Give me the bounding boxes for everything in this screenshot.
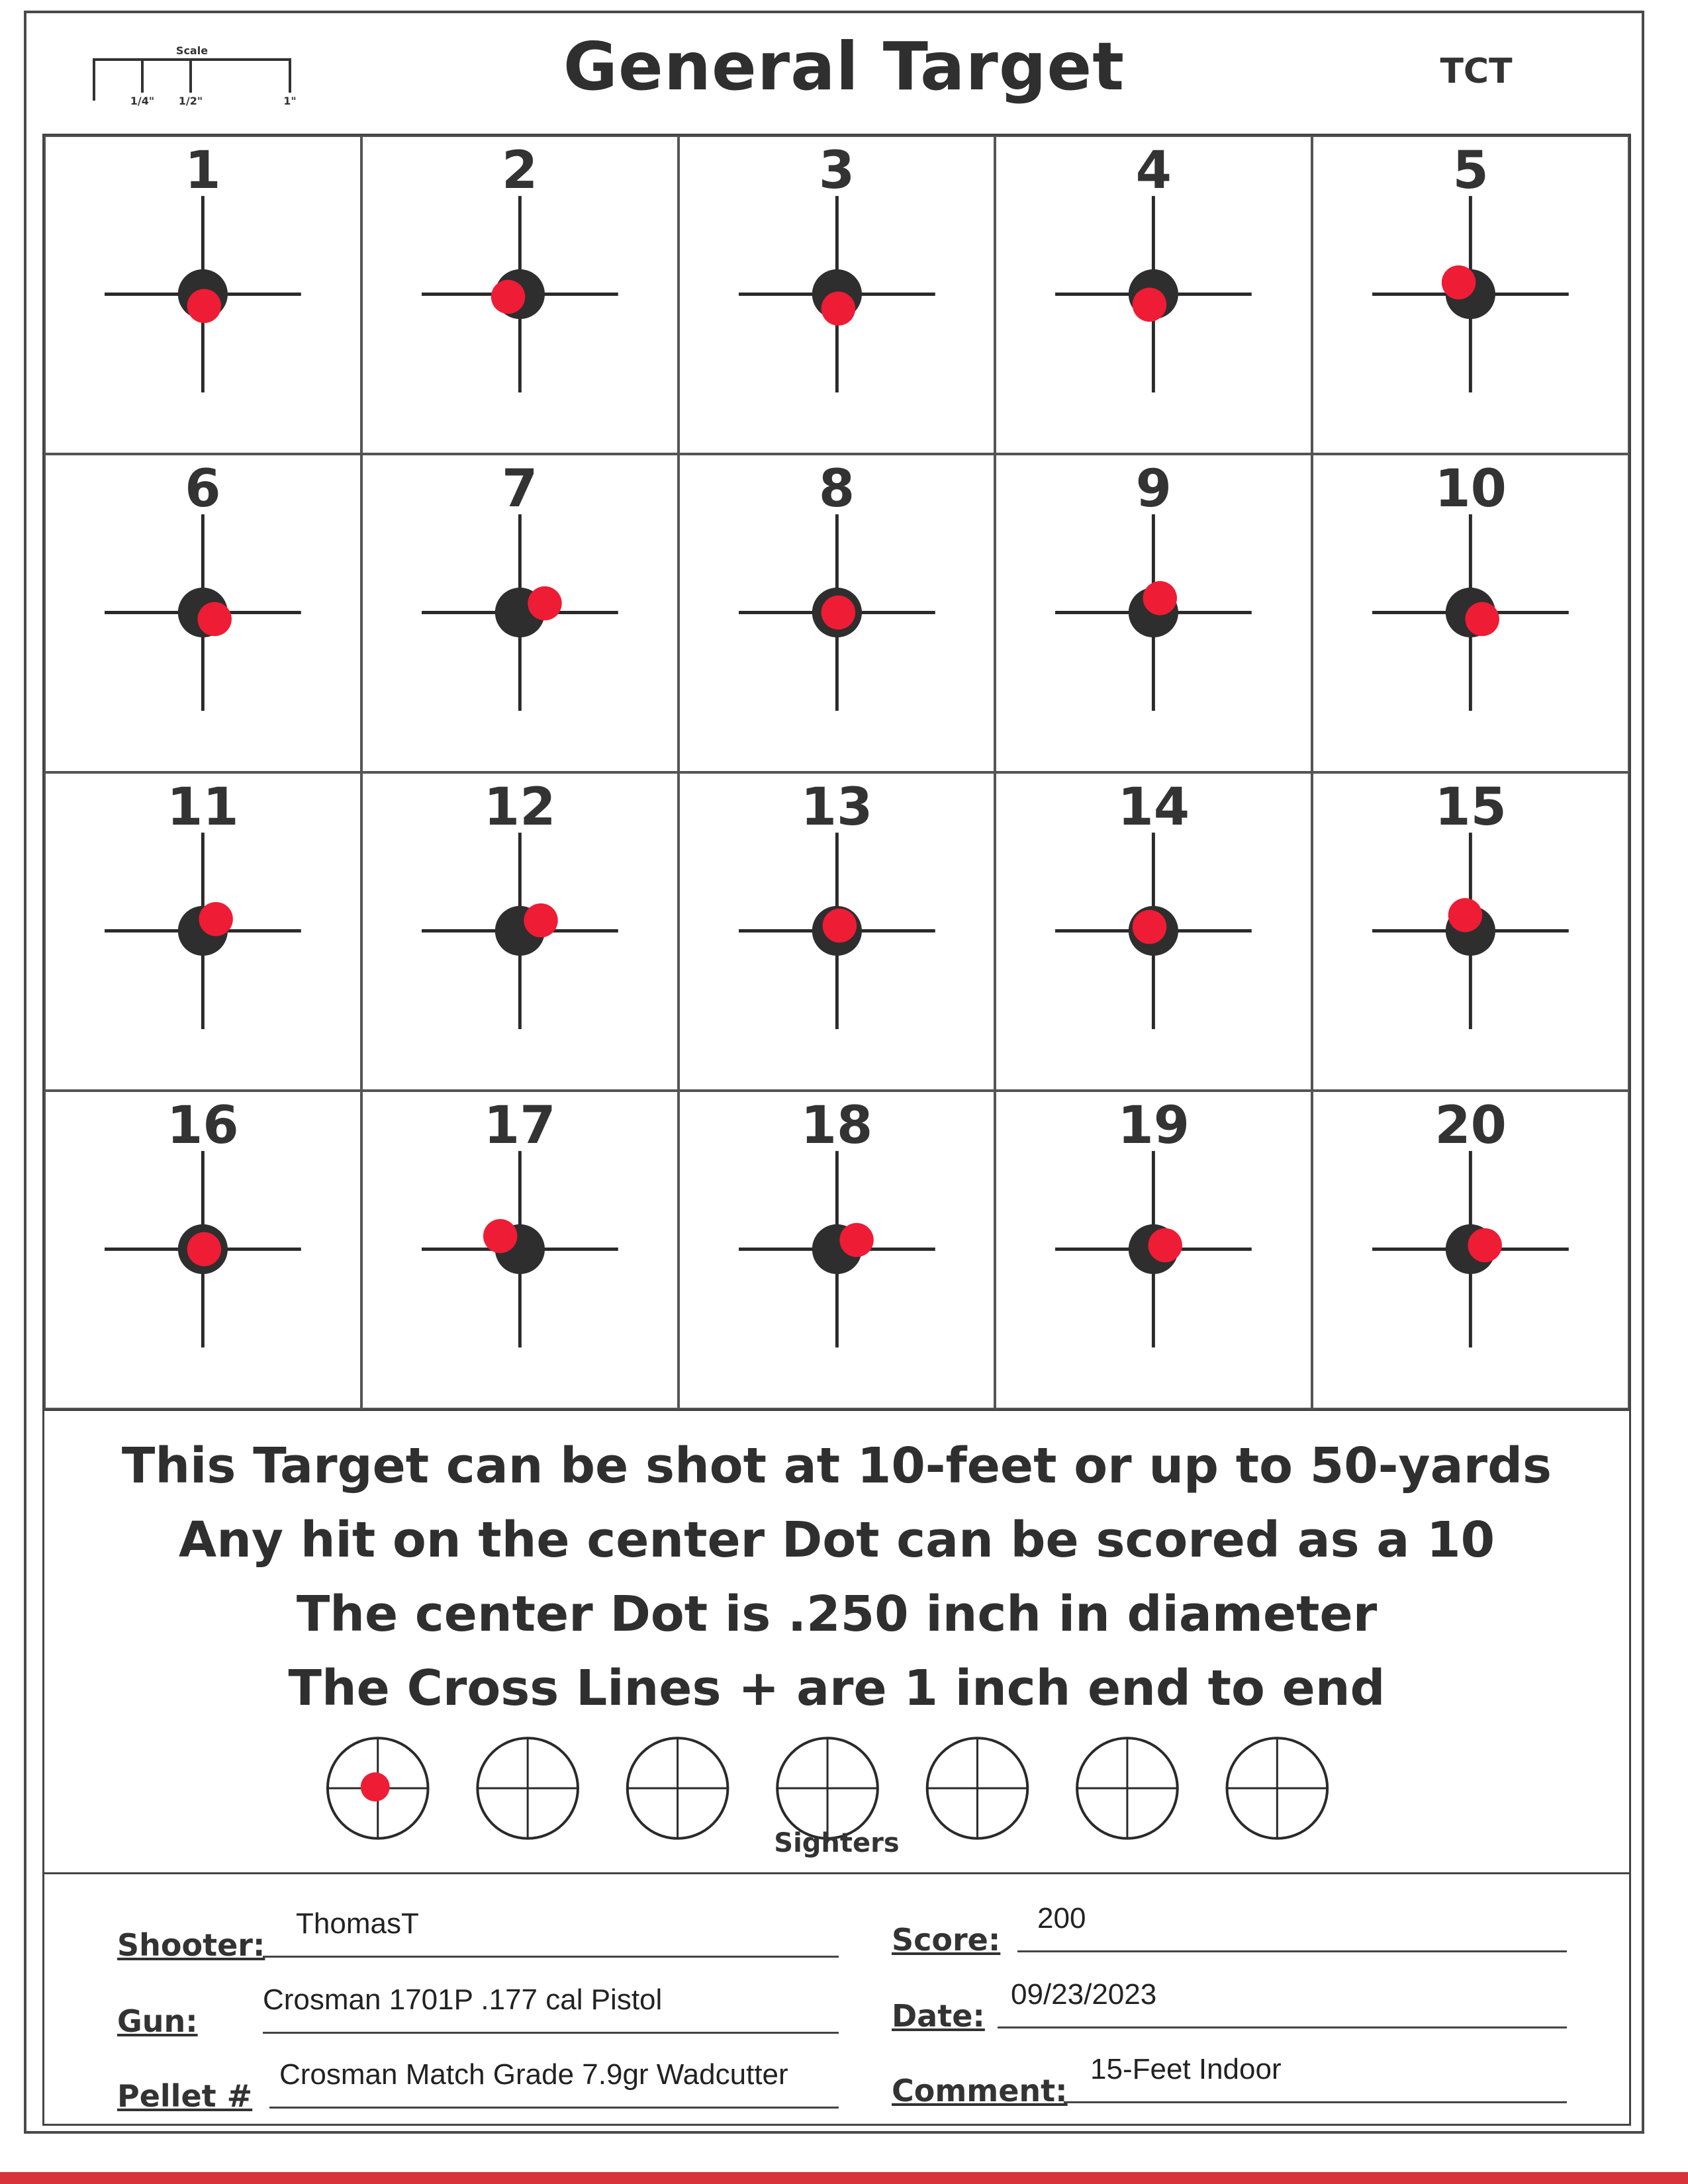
pellet-hit-marker bbox=[1133, 288, 1166, 322]
crosshair-target bbox=[680, 1092, 994, 1408]
gun-underline bbox=[263, 2032, 839, 2034]
target-cell-10 bbox=[1312, 454, 1629, 772]
crosshair-target bbox=[680, 137, 994, 453]
shooter-field[interactable] bbox=[117, 1894, 839, 1967]
pellet-hit-marker bbox=[839, 1223, 873, 1257]
comment-field[interactable] bbox=[892, 2040, 1567, 2113]
scale-mark-half: 1/2" bbox=[178, 95, 203, 106]
target-cell-17 bbox=[361, 1091, 679, 1409]
pellet-underline bbox=[269, 2107, 839, 2109]
shooter-label: Shooter: bbox=[117, 1927, 265, 1963]
target-cell-7 bbox=[361, 454, 679, 772]
pellet-hit-marker bbox=[1143, 581, 1177, 615]
crosshair-target bbox=[363, 1092, 677, 1408]
target-grid bbox=[42, 134, 1631, 1411]
sighters-label: Sighters bbox=[774, 1828, 900, 1858]
crosshair-target bbox=[996, 774, 1311, 1089]
sighter-target-4 bbox=[777, 1738, 878, 1839]
date-field[interactable] bbox=[892, 1965, 1567, 2038]
tct-badge: TCT bbox=[1440, 52, 1513, 91]
pellet-hit-marker bbox=[822, 909, 856, 942]
instruction-line-4: The Cross Lines + are 1 inch end to end bbox=[288, 1660, 1385, 1717]
gun-field[interactable] bbox=[117, 1970, 839, 2043]
target-cell-1 bbox=[44, 136, 361, 454]
target-cell-13 bbox=[679, 772, 996, 1091]
crosshair-target bbox=[1313, 774, 1628, 1089]
comment-value: 15-Feet Indoor bbox=[1090, 2053, 1282, 2085]
pellet-hit-marker bbox=[199, 902, 232, 936]
sighter-target-3 bbox=[628, 1738, 728, 1839]
pellet-hit-marker bbox=[1468, 1228, 1502, 1262]
pellet-hit-marker bbox=[1442, 265, 1476, 299]
gun-label: Gun: bbox=[117, 2003, 198, 2039]
instructions-panel bbox=[42, 1411, 1631, 1874]
sighter-target-1 bbox=[328, 1738, 428, 1839]
target-cell-9 bbox=[995, 454, 1312, 772]
target-cell-4 bbox=[995, 136, 1312, 454]
scale-title: Scale bbox=[175, 44, 209, 57]
crosshair-target bbox=[680, 774, 994, 1089]
target-cell-16 bbox=[44, 1091, 361, 1409]
crosshair-target bbox=[46, 137, 360, 453]
crosshair-target bbox=[996, 137, 1311, 453]
target-cell-6 bbox=[44, 454, 361, 772]
target-number: 5 bbox=[1452, 141, 1489, 201]
target-cell-3 bbox=[679, 136, 996, 454]
pellet-hit-marker bbox=[1466, 602, 1499, 636]
target-number: 16 bbox=[167, 1096, 239, 1156]
target-number: 19 bbox=[1117, 1096, 1190, 1156]
target-number: 20 bbox=[1434, 1096, 1507, 1156]
target-cell-15 bbox=[1312, 772, 1629, 1091]
target-number: 17 bbox=[483, 1096, 556, 1156]
shooter-value: ThomasT bbox=[296, 1907, 419, 1940]
pellet-label: Pellet # bbox=[117, 2078, 253, 2114]
target-number: 10 bbox=[1434, 459, 1507, 519]
pellet-hit-marker bbox=[524, 903, 557, 937]
score-value: 200 bbox=[1037, 1902, 1086, 1934]
pellet-hit-marker bbox=[1133, 910, 1166, 944]
pellet-hit-marker bbox=[528, 586, 561, 620]
crosshair-target bbox=[363, 774, 677, 1089]
target-cell-14 bbox=[995, 772, 1312, 1091]
instruction-line-1: This Target can be shot at 10-feet or up to 50-yards bbox=[121, 1437, 1552, 1494]
instruction-line-3: The center Dot is .250 inch in diameter bbox=[296, 1586, 1378, 1643]
target-number: 8 bbox=[818, 459, 855, 519]
pellet-field[interactable] bbox=[117, 2045, 839, 2118]
gun-value: Crosman 1701P .177 cal Pistol bbox=[263, 1983, 663, 2016]
target-number: 2 bbox=[502, 141, 538, 201]
sighter-target-2 bbox=[477, 1738, 578, 1839]
sighter-target-7 bbox=[1227, 1738, 1328, 1839]
instruction-line-2: Any hit on the center Dot can be scored as a 10 bbox=[178, 1512, 1495, 1569]
sighter-target-6 bbox=[1077, 1738, 1178, 1839]
target-number: 11 bbox=[167, 778, 239, 837]
target-cell-5 bbox=[1312, 136, 1629, 454]
score-label: Score: bbox=[892, 1922, 1001, 1958]
crosshair-target bbox=[996, 1092, 1311, 1408]
pellet-hit-marker bbox=[187, 289, 221, 323]
crosshair-target bbox=[1313, 137, 1628, 453]
page-title: General Target bbox=[563, 28, 1125, 105]
pellet-hit-marker bbox=[483, 1219, 517, 1253]
crosshair-target bbox=[1313, 1092, 1628, 1408]
target-cell-20 bbox=[1312, 1091, 1629, 1409]
score-card bbox=[42, 1874, 1631, 2126]
target-number: 3 bbox=[818, 141, 855, 201]
pellet-hit-marker bbox=[821, 596, 855, 629]
comment-underline bbox=[1064, 2101, 1567, 2103]
target-number: 18 bbox=[800, 1096, 873, 1156]
crosshair-target bbox=[363, 455, 677, 771]
crosshair-target bbox=[680, 455, 994, 771]
score-field[interactable] bbox=[892, 1889, 1567, 1962]
scale-mark-quarter: 1/4" bbox=[130, 95, 155, 106]
crosshair-target bbox=[996, 455, 1311, 771]
sighter-hit-marker bbox=[361, 1772, 390, 1801]
pellet-value: Crosman Match Grade 7.9gr Wadcutter bbox=[279, 2058, 788, 2091]
bottom-edge-strip bbox=[0, 2172, 1688, 2184]
crosshair-target bbox=[363, 137, 677, 453]
scale-ruler bbox=[93, 40, 298, 106]
sighter-target-5 bbox=[927, 1738, 1028, 1839]
target-number: 12 bbox=[483, 778, 556, 837]
pellet-hit-marker bbox=[821, 292, 855, 326]
pellet-hit-marker bbox=[187, 1232, 221, 1266]
shooter-underline bbox=[263, 1956, 839, 1958]
scale-mark-inch: 1" bbox=[283, 95, 297, 106]
pellet-hit-marker bbox=[1448, 898, 1482, 932]
target-cell-18 bbox=[679, 1091, 996, 1409]
target-number: 13 bbox=[800, 778, 873, 837]
score-underline bbox=[1017, 1950, 1567, 1952]
date-label: Date: bbox=[892, 1998, 985, 2034]
pellet-hit-marker bbox=[197, 602, 231, 636]
target-number: 6 bbox=[185, 459, 221, 519]
crosshair-target bbox=[46, 1092, 360, 1408]
target-cell-12 bbox=[361, 772, 679, 1091]
pellet-hit-marker bbox=[491, 280, 525, 314]
crosshair-target bbox=[46, 774, 360, 1089]
target-cell-8 bbox=[679, 454, 996, 772]
crosshair-target bbox=[1313, 455, 1628, 771]
target-cell-19 bbox=[995, 1091, 1312, 1409]
pellet-hit-marker bbox=[1149, 1228, 1182, 1262]
target-cell-11 bbox=[44, 772, 361, 1091]
date-underline bbox=[998, 2026, 1567, 2028]
target-number: 7 bbox=[502, 459, 538, 519]
target-number: 14 bbox=[1117, 778, 1190, 837]
crosshair-target bbox=[46, 455, 360, 771]
date-value: 09/23/2023 bbox=[1011, 1978, 1157, 2011]
target-number: 15 bbox=[1434, 778, 1507, 837]
target-number: 1 bbox=[185, 141, 221, 201]
target-cell-2 bbox=[361, 136, 679, 454]
target-number: 4 bbox=[1135, 141, 1172, 201]
comment-label: Comment: bbox=[892, 2073, 1068, 2109]
target-number: 9 bbox=[1135, 459, 1172, 519]
